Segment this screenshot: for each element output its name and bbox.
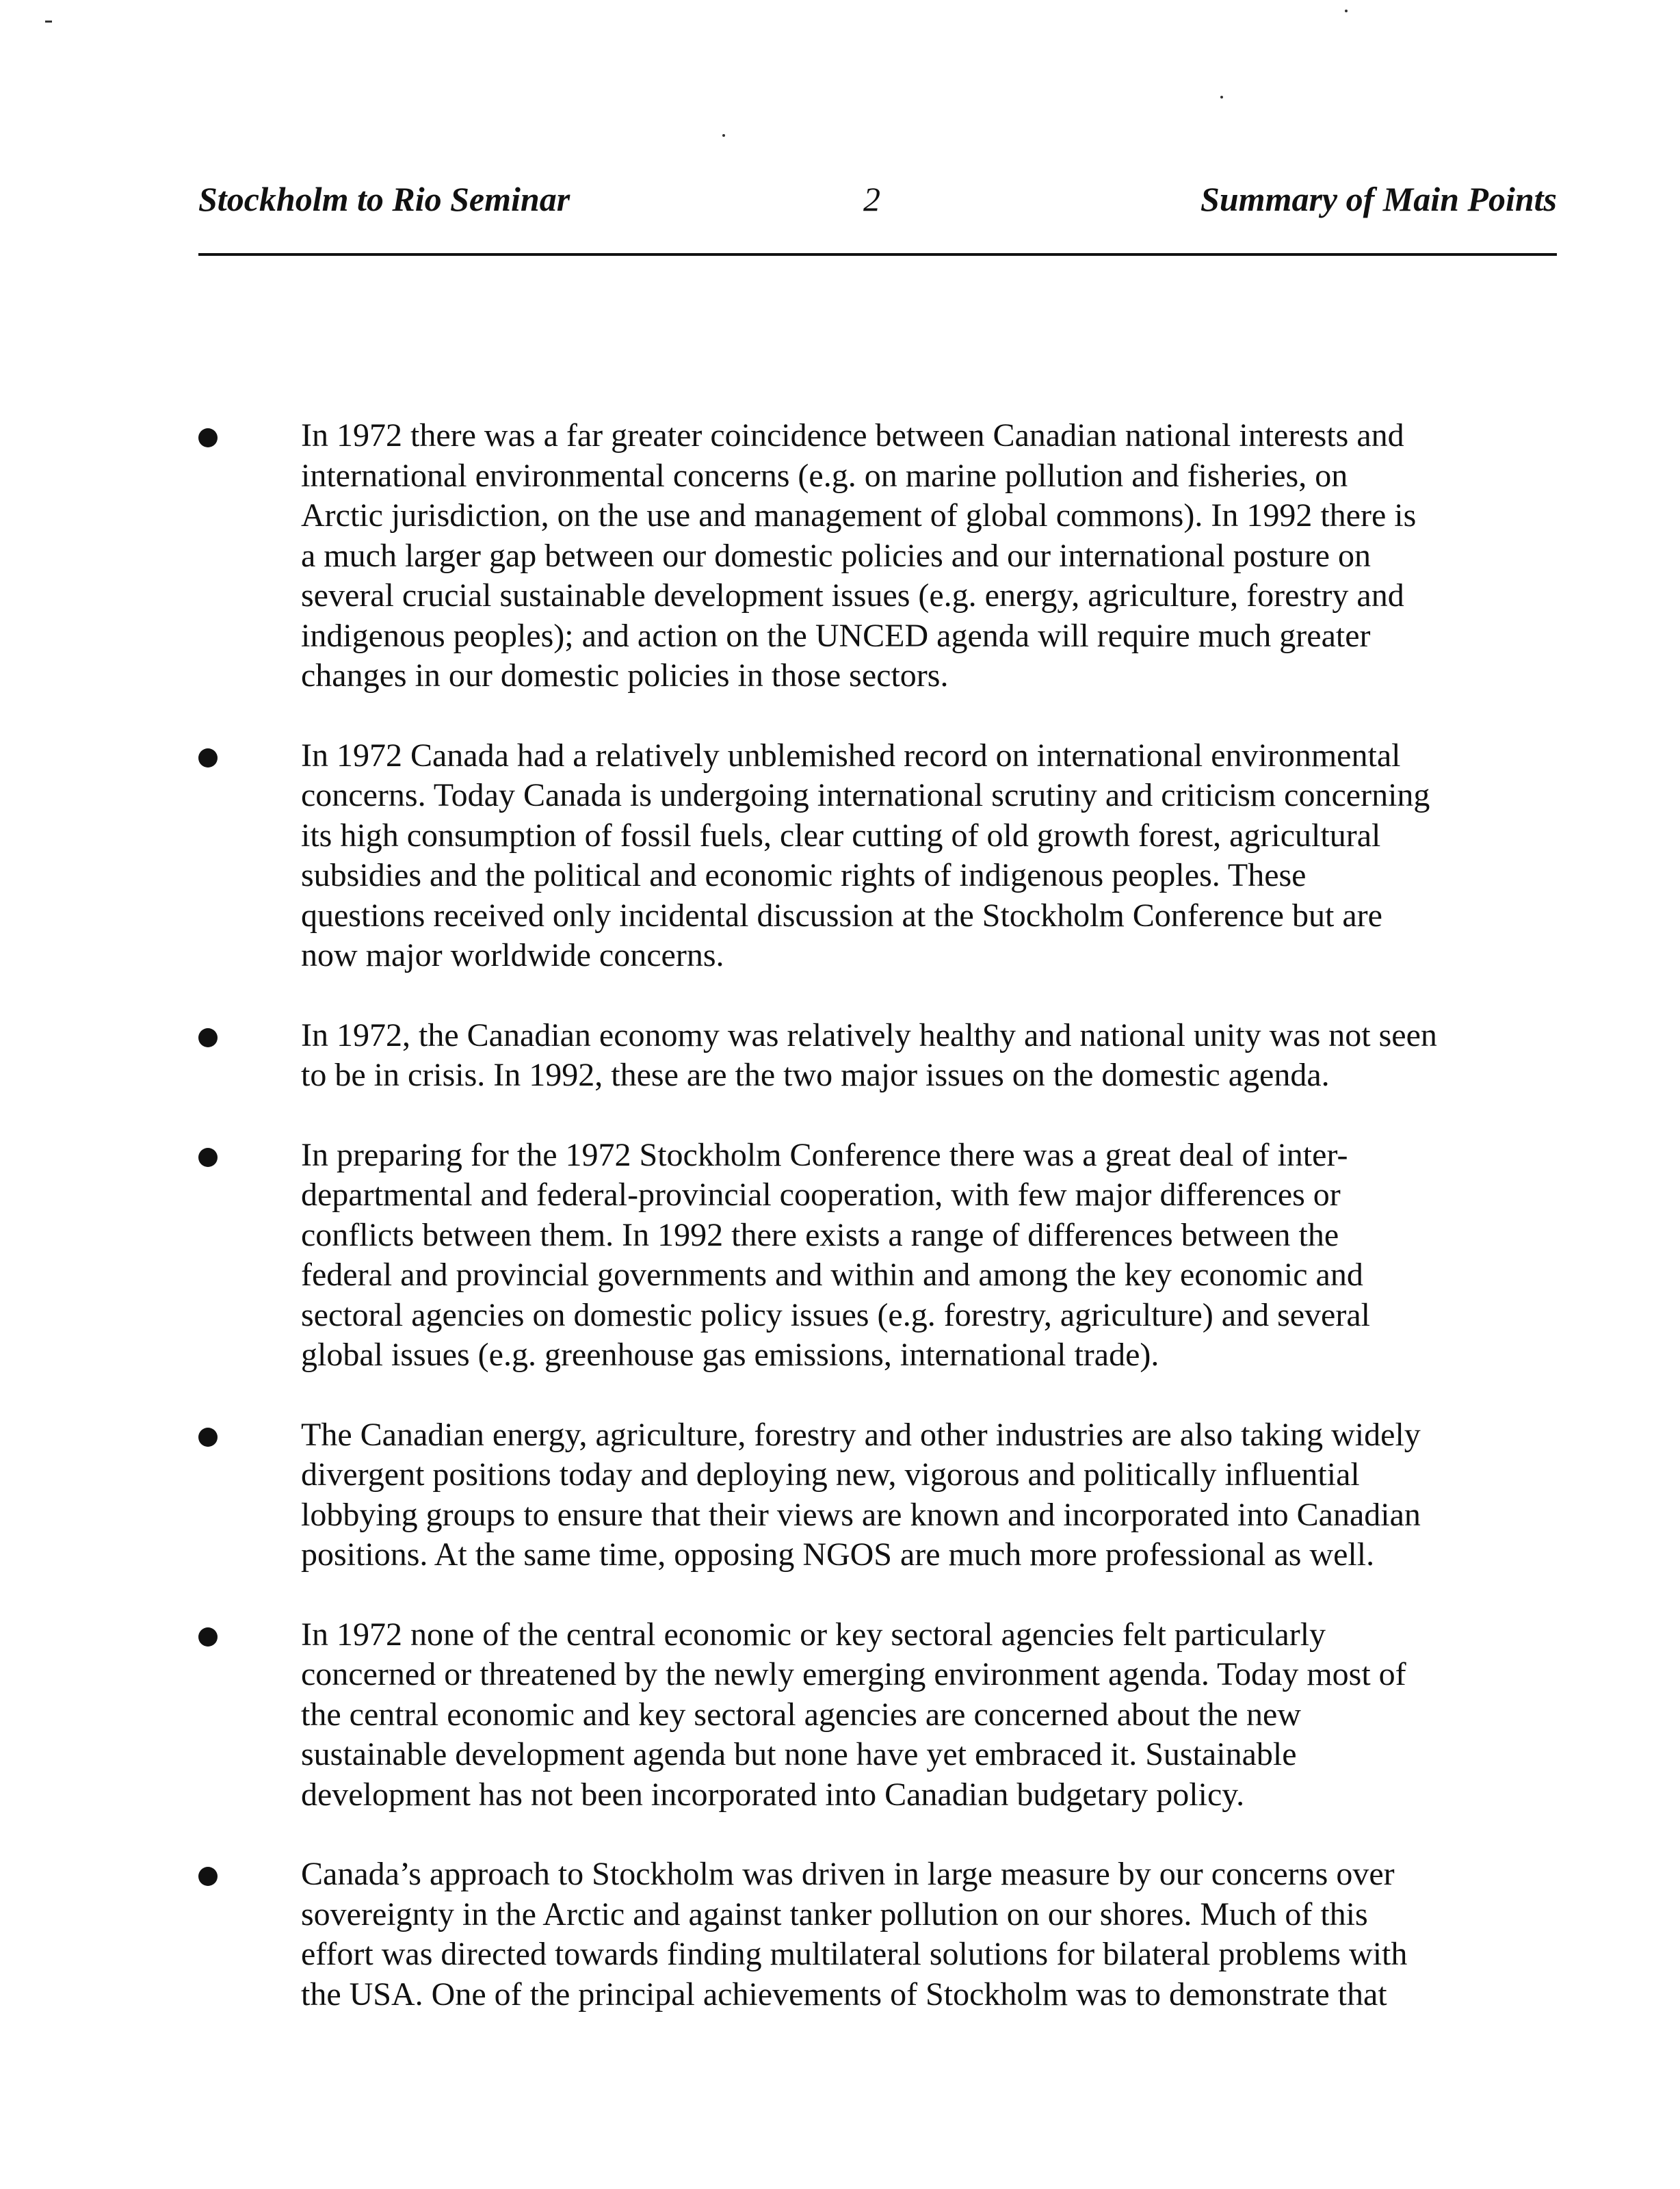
bullet-text bbox=[301, 1615, 1557, 1816]
bullet-item bbox=[198, 736, 1557, 976]
bullet-item bbox=[198, 1136, 1557, 1376]
scan-speck bbox=[722, 134, 725, 137]
bullet-dot-icon bbox=[198, 1627, 218, 1647]
bullet-text-line: several crucial sustainable development issues (e.g. energy, agriculture, forestry and bbox=[301, 577, 1404, 614]
bullet-text-line: sectoral agencies on domestic policy issues (e.g. forestry, agriculture) and several bbox=[301, 1296, 1370, 1333]
bullet-item bbox=[198, 1854, 1557, 2015]
bullet-text-line: lobbying groups to ensure that their views are known and incorporated into Canadian bbox=[301, 1496, 1421, 1533]
bullet-text bbox=[301, 1016, 1557, 1096]
bullet-text bbox=[301, 1415, 1557, 1575]
bullet-dot-icon bbox=[198, 1148, 218, 1167]
bullet-text-line: sovereignty in the Arctic and against tanker pollution on our shores. Much of this bbox=[301, 1896, 1368, 1932]
bullet-text-line: In 1972, the Canadian economy was relatively healthy and national unity was not seen bbox=[301, 1017, 1437, 1053]
bullet-text-line: In 1972 Canada had a relatively unblemished record on international environmental bbox=[301, 737, 1401, 774]
bullet-text-line: Arctic jurisdiction, on the use and management of global commons). In 1992 there is bbox=[301, 497, 1417, 534]
bullet-dot-icon bbox=[198, 1428, 218, 1447]
bullet-text-line: questions received only incidental discussion at the Stockholm Conference but are bbox=[301, 897, 1382, 934]
bullet-text-line: concerned or threatened by the newly emerging environment agenda. Today most of bbox=[301, 1656, 1406, 1692]
bullet-dot-icon bbox=[198, 428, 218, 447]
bullet-item bbox=[198, 1016, 1557, 1096]
scan-speck bbox=[45, 21, 52, 23]
bullet-list bbox=[198, 416, 1557, 2054]
bullet-text-line: divergent positions today and deploying new, vigorous and politically influential bbox=[301, 1456, 1360, 1493]
bullet-text-line: sustainable development agenda but none have yet embraced it. Sustainable bbox=[301, 1736, 1297, 1772]
bullet-text-line: subsidies and the political and economic rights of indigenous peoples. These bbox=[301, 857, 1307, 893]
bullet-text-line: international environmental concerns (e.g. on marine pollution and fisheries, on bbox=[301, 457, 1348, 494]
bullet-text-line: to be in crisis. In 1992, these are the two major issues on the domestic agenda. bbox=[301, 1057, 1330, 1093]
bullet-text-line: changes in our domestic policies in those sectors. bbox=[301, 657, 949, 694]
bullet-text-line: departmental and federal-provincial cooperation, with few major differences or bbox=[301, 1177, 1341, 1213]
bullet-text-line: the central economic and key sectoral agencies are concerned about the new bbox=[301, 1696, 1301, 1733]
bullet-text-line: its high consumption of fossil fuels, clear cutting of old growth forest, agricultural bbox=[301, 817, 1381, 854]
bullet-text-line: conflicts between them. In 1992 there exists a range of differences between the bbox=[301, 1216, 1339, 1253]
bullet-text-line: indigenous peoples); and action on the UNCED agenda will require much greater bbox=[301, 617, 1371, 654]
bullet-text-line: the USA. One of the principal achievements of Stockholm was to demonstrate that bbox=[301, 1976, 1387, 2013]
bullet-text-line: positions. At the same time, opposing NGOS are much more professional as well. bbox=[301, 1536, 1375, 1573]
bullet-text-line: In 1972 none of the central economic or key sectoral agencies felt particularly bbox=[301, 1616, 1326, 1653]
bullet-text bbox=[301, 1136, 1557, 1376]
bullet-text bbox=[301, 736, 1557, 976]
scan-speck bbox=[1220, 96, 1223, 99]
bullet-item bbox=[198, 1415, 1557, 1575]
bullet-item bbox=[198, 1615, 1557, 1816]
bullet-text bbox=[301, 416, 1557, 696]
bullet-text-line: In 1972 there was a far greater coincidence between Canadian national interests and bbox=[301, 417, 1404, 454]
bullet-text-line: effort was directed towards finding multilateral solutions for bilateral problems with bbox=[301, 1936, 1408, 1972]
page-header bbox=[198, 179, 1557, 227]
bullet-text-line: federal and provincial governments and within and among the key economic and bbox=[301, 1257, 1363, 1293]
bullet-item bbox=[198, 416, 1557, 696]
bullet-text-line: concerns. Today Canada is undergoing international scrutiny and criticism concerning bbox=[301, 777, 1430, 813]
bullet-text-line: a much larger gap between our domestic policies and our international posture on bbox=[301, 537, 1371, 574]
bullet-dot-icon bbox=[198, 748, 218, 768]
bullet-dot-icon bbox=[198, 1028, 218, 1047]
header-right-title: Summary of Main Points bbox=[1200, 180, 1557, 218]
bullet-text-line: now major worldwide concerns. bbox=[301, 937, 724, 973]
bullet-text bbox=[301, 1854, 1557, 2015]
bullet-text-line: In preparing for the 1972 Stockholm Conference there was a great deal of inter- bbox=[301, 1136, 1348, 1173]
bullet-text-line: Canada’s approach to Stockholm was driven in large measure by our concerns over bbox=[301, 1856, 1395, 1892]
page-number: 2 bbox=[863, 180, 880, 218]
bullet-text-line: development has not been incorporated into Canadian budgetary policy. bbox=[301, 1776, 1245, 1813]
header-rule bbox=[198, 253, 1557, 256]
bullet-text-line: The Canadian energy, agriculture, forestry and other industries are also taking widely bbox=[301, 1416, 1421, 1453]
header-left-title: Stockholm to Rio Seminar bbox=[198, 180, 570, 218]
scan-speck bbox=[1345, 10, 1348, 12]
bullet-text-line: global issues (e.g. greenhouse gas emissions, international trade). bbox=[301, 1337, 1159, 1373]
bullet-dot-icon bbox=[198, 1867, 218, 1886]
